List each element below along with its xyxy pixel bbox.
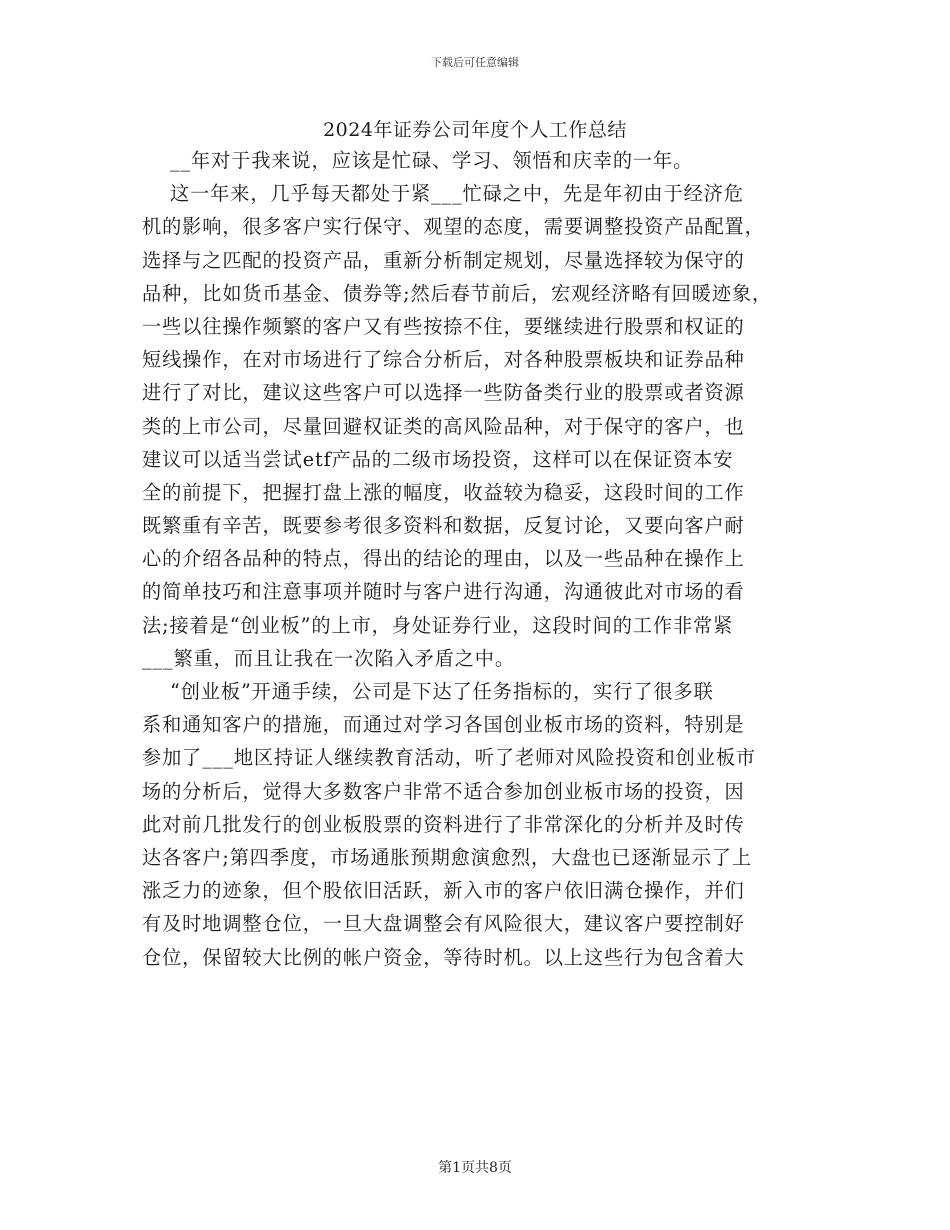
text-line: 的简单技巧和注意事项并随时与客户进行沟通，沟通彼此对市场的看 <box>142 580 745 604</box>
text-line: 进行了对比，建议这些客户可以选择一些防备类行业的股票或者资源 <box>142 381 745 405</box>
text-line: 场的分析后，觉得大多数客户非常不适合参加创业板市场的投资，因 <box>142 779 745 803</box>
text-line: ___繁重，而且让我在一次陷入矛盾之中。 <box>142 646 515 670</box>
page-footer: 第1页共8页 <box>438 1160 512 1176</box>
text-line: 建议可以适当尝试etf产品的二级市场投资，这样可以在保证资本安 <box>142 447 734 471</box>
text-line: 这一年来，几乎每天都处于紧___忙碌之中，先是年初由于经济危 <box>142 182 744 206</box>
document-title: 2024年证券公司年度个人工作总结 <box>323 119 627 141</box>
text-line: 类的上市公司，尽量回避权证类的高风险品种，对于保守的客户，也 <box>142 414 745 438</box>
text-line: 参加了___地区持证人继续教育活动，听了老师对风险投资和创业板市 <box>142 746 757 770</box>
text-line: 一些以往操作频繁的客户又有些按捺不住，要继续进行股票和权证的 <box>142 314 745 338</box>
document-body <box>142 144 822 974</box>
text-line: 品种，比如货币基金、债券等;然后春节前后，宏观经济略有回暖迹象， <box>142 281 773 305</box>
text-line: 有及时地调整仓位，一旦大盘调整会有风险很大，建议客户要控制好 <box>142 912 745 936</box>
text-line: 系和通知客户的措施，而通过对学习各国创业板市场的资料，特别是 <box>142 713 745 737</box>
page-header-note: 下载后可任意编辑 <box>431 56 519 69</box>
text-line: 此对前几批发行的创业板股票的资料进行了非常深化的分析并及时传 <box>142 812 745 836</box>
text-line: 法;接着是“创业板”的上市，身处证券行业，这段时间的工作非常紧 <box>142 613 734 637</box>
text-line: 既繁重有辛苦，既要参考很多资料和数据，反复讨论，又要向客户耐 <box>142 514 745 538</box>
text-line: “创业板”开通手续，公司是下达了任务指标的，实行了很多联 <box>142 680 714 703</box>
text-line: 仓位，保留较大比例的帐户资金，等待时机。以上这些行为包含着大 <box>142 945 745 969</box>
text-line: __年对于我来说，应该是忙碌、学习、领悟和庆幸的一年。 <box>142 149 694 172</box>
text-line: 机的影响，很多客户实行保守、观望的态度，需要调整投资产品配置， <box>142 215 765 239</box>
text-line: 涨乏力的迹象，但个股依旧活跃，新入市的客户依旧满仓操作，并们 <box>142 879 745 903</box>
text-line: 心的介绍各品种的特点，得出的结论的理由，以及一些品种在操作上 <box>142 547 745 571</box>
text-line: 短线操作，在对市场进行了综合分析后，对各种股票板块和证券品种 <box>142 348 745 372</box>
text-line: 全的前提下，把握打盘上涨的幅度，收益较为稳妥，这段时间的工作 <box>142 480 745 504</box>
text-line: 达各客户;第四季度，市场通胀预期愈演愈烈，大盘也已逐渐显示了上 <box>142 845 752 869</box>
text-line: 选择与之匹配的投资产品，重新分析制定规划，尽量选择较为保守的 <box>142 248 745 272</box>
